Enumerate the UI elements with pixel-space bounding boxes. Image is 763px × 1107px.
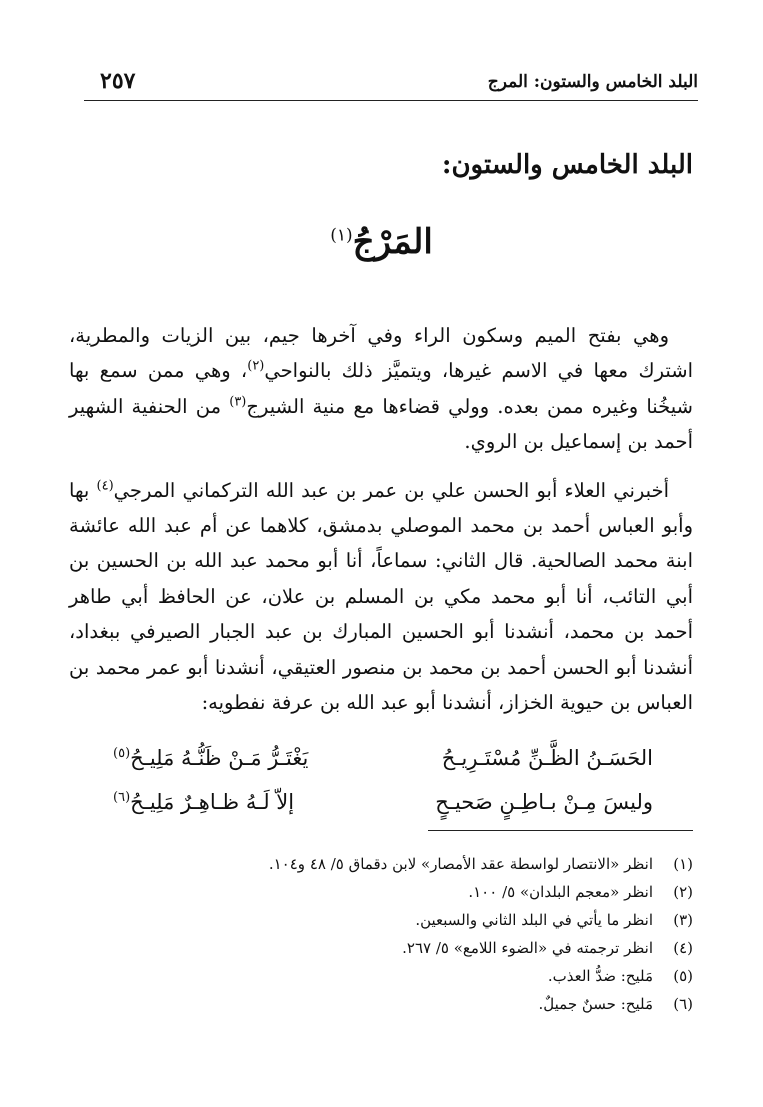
- paragraph-1-text-a: وهي بفتح الميم وسكون الراء وفي آخرها جيم، بين الزيات والمطرية، اشترك معها في الاسم غيرها، ويتميَّز ذلك بالنواحي: [69, 324, 693, 383]
- running-title: البلد الخامس والستون: المرج: [487, 72, 698, 92]
- place-name: المَرْجُ: [352, 222, 433, 262]
- verse-second-hemistich: [113, 746, 308, 770]
- footnote-text: انظر ترجمته في «الضوء اللامع» ٥/ ٢٦٧.: [402, 939, 653, 957]
- verse-second-text: إلاّ لَـهُ ظـاهِـرٌ مَلِيـحُ: [130, 790, 295, 814]
- footnote-text: انظر ما يأتي في البلد الثاني والسبعين.: [415, 911, 653, 929]
- footnote-number: (٣): [673, 911, 693, 929]
- paragraph-2: [69, 473, 693, 721]
- footnote-text: انظر «الانتصار لواسطة عقد الأمصار» لابن دقماق ٥/ ٤٨ و١٠٤.: [268, 855, 653, 873]
- footnotes: [69, 850, 693, 1018]
- footnote-ref-5: (٥): [113, 746, 131, 761]
- footnote-ref-6: (٦): [113, 790, 131, 805]
- footnote-ref-3: (٣): [229, 394, 247, 410]
- footnote-number: (٢): [673, 883, 693, 901]
- footnote-divider: [428, 830, 693, 831]
- footnote-item: [69, 850, 693, 878]
- place-title: [0, 222, 763, 262]
- footnote-item: [69, 906, 693, 934]
- page-number: ٢٥٧: [100, 68, 136, 94]
- poem: [113, 736, 653, 824]
- verse-first-hemistich: الحَسَـنُ الظَّـنِّ مُسْتَـرِيـحُ: [441, 746, 653, 770]
- paragraph-2-text-a: أخبرني العلاء أبو الحسن علي بن عمر بن عبد الله التركماني المرجي: [113, 478, 669, 502]
- footnote-item: [69, 990, 693, 1018]
- chapter-heading: البلد الخامس والستون:: [441, 150, 693, 180]
- running-header: [84, 66, 698, 101]
- footnote-item: [69, 934, 693, 962]
- footnote-number: (٥): [673, 967, 693, 985]
- footnote-item: [69, 878, 693, 906]
- poem-verse: [113, 736, 653, 780]
- footnote-text: مَليح: ضدُّ العذب.: [547, 967, 653, 985]
- place-footnote-mark: (١): [330, 225, 353, 246]
- verse-first-hemistich: وليسَ مِـنْ بـاطِـنٍ صَحيـحٍ: [435, 790, 653, 814]
- footnote-item: [69, 962, 693, 990]
- paragraph-1-text-c: من الحنفية الشهير أحمد بن إسماعيل بن الروي.: [69, 394, 693, 454]
- paragraph-1: [69, 318, 693, 460]
- footnote-ref-4: (٤): [96, 478, 114, 494]
- footnote-ref-2: (٢): [247, 358, 265, 374]
- poem-verse: [113, 780, 653, 824]
- footnote-number: (٦): [673, 995, 693, 1013]
- footnote-text: انظر «معجم البلدان» ٥/ ١٠٠.: [468, 883, 653, 901]
- footnote-text: مَليح: حسنٌ جميلٌ.: [538, 995, 653, 1013]
- verse-second-text: يَغْتَـرُّ مَـنْ ظَنُّـهُ مَلِيـحُ: [130, 746, 309, 770]
- footnote-number: (١): [673, 855, 693, 873]
- verse-second-hemistich: [113, 790, 294, 814]
- paragraph-1-text-b: ، وهي ممن سمع بها شيخُنا وغيره ممن بعده. وولي قضاءها مع منية الشيرج: [69, 359, 693, 418]
- footnote-number: (٤): [673, 939, 693, 957]
- body-text: [69, 318, 693, 733]
- paragraph-2-text-b: بها وأبو العباس أحمد بن محمد الموصلي بدمشق، كلاهما عن أم عبد الله عائشة ابنة محمد الصالحية. قال الثاني: سماعاً، أنا أبو محمد عبد الله بن الحسين بن أبي التائب، أنا أبو محمد مكي بن المسلم بن علان، عن الحافظ أبي طاهر أحمد بن محمد، أنشدنا أبو الحسين المبارك بن عبد الجبار الصيرفي ببغداد، أنشدنا أبو الحسن أحمد بن محمد بن منصور العتيقي، أنشدنا أبو عمر محمد بن العباس بن حيوية الخزاز، أنشدنا أبو عبد الله بن عرفة نفطويه:: [69, 478, 693, 715]
